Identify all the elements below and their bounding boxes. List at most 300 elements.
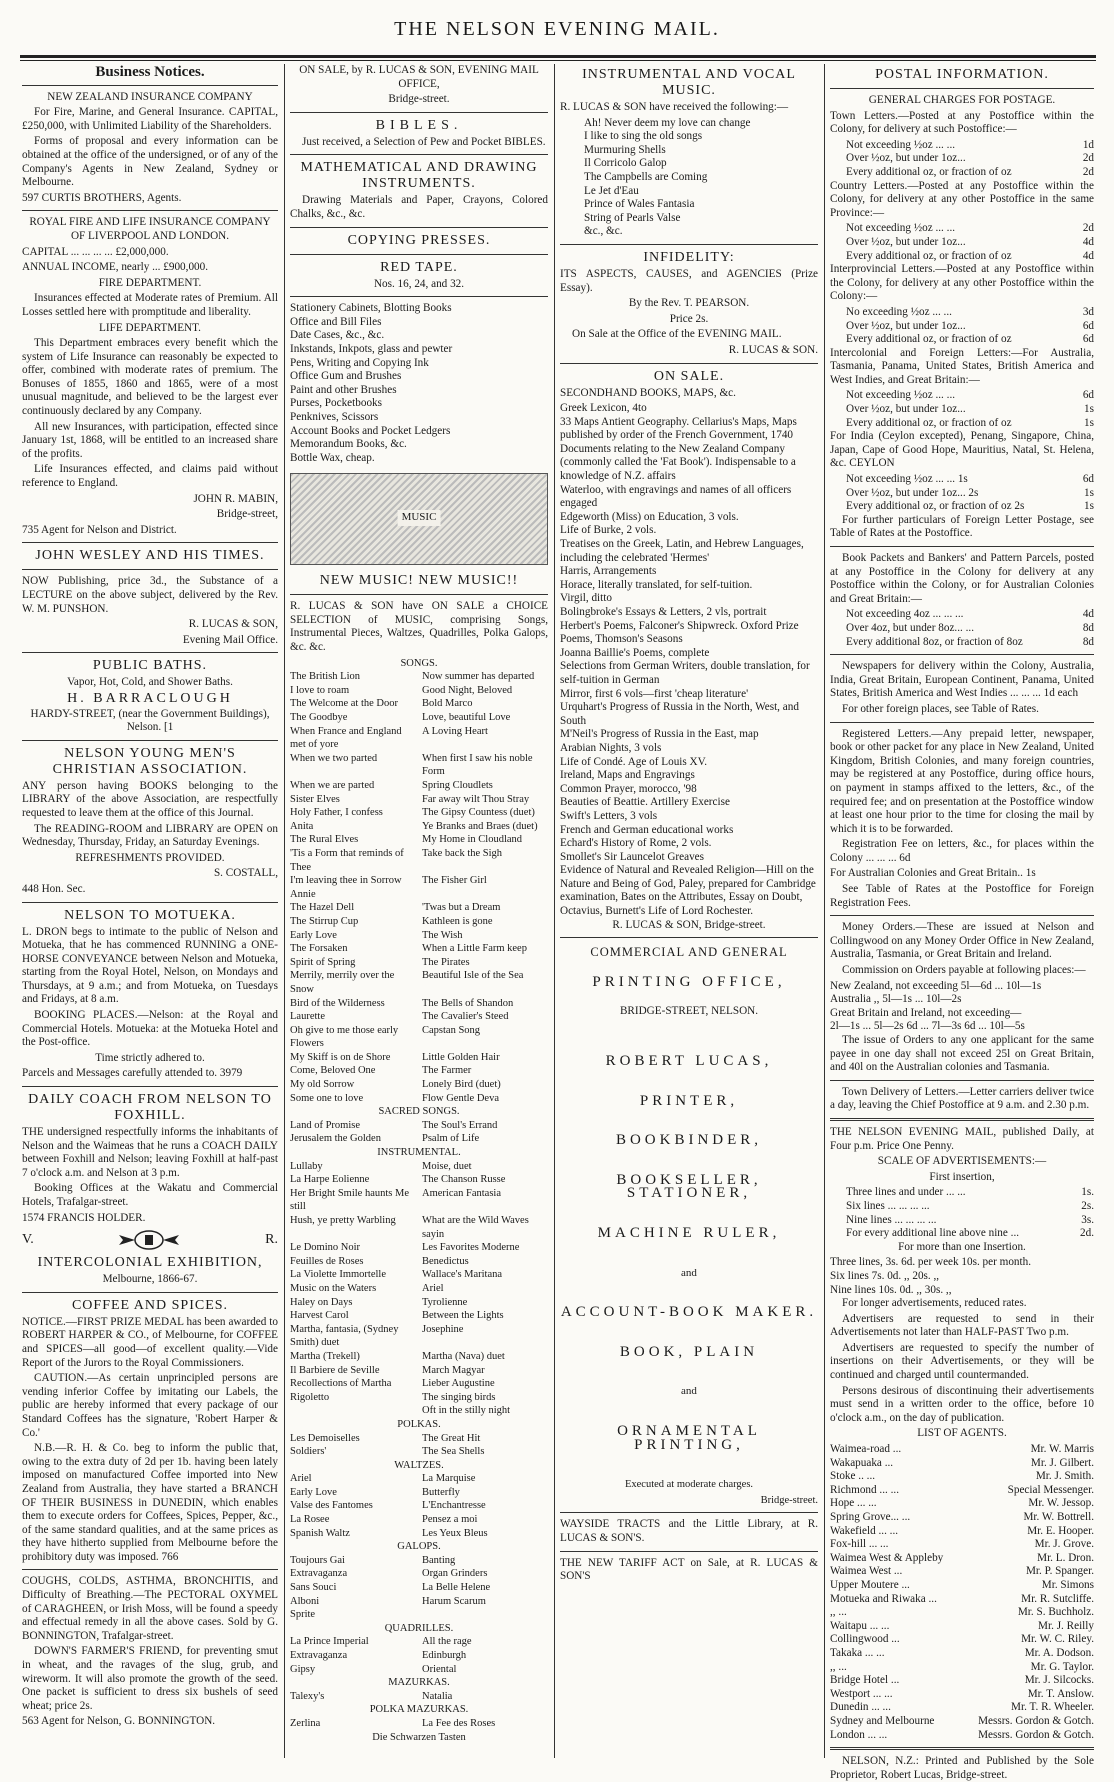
music-title: Martha, fantasia, (Sydney Smith) duet bbox=[290, 1323, 399, 1349]
music-title: Lonely Bird (duet) bbox=[422, 1079, 501, 1091]
music-title: L'Enchantresse bbox=[422, 1500, 486, 1512]
book-item: French and German educational works bbox=[560, 823, 734, 836]
book-item: Treatises on the Greek, Latin, and Hebrew Languages, including the celebrated 'Hermes' bbox=[560, 538, 804, 564]
agent-place: Sydney and Melbourne bbox=[830, 1714, 935, 1727]
music-subhead: MAZURKAS. bbox=[388, 1677, 450, 1689]
music-title: Early Love bbox=[290, 1486, 337, 1498]
insertion-row: Six lines 7s. 0d. ,, 20s. ,, bbox=[830, 1269, 940, 1282]
ad-line: By the Rev. T. PEARSON. bbox=[628, 297, 750, 310]
music-title: Harum Scarum bbox=[422, 1595, 486, 1607]
agent-row bbox=[830, 1606, 1094, 1620]
music-title: Natalia bbox=[422, 1690, 453, 1702]
music-title: My Home in Cloudland bbox=[422, 834, 523, 846]
ad-line: Time strictly adhered to. bbox=[95, 1051, 205, 1064]
music-title: Talexy's bbox=[290, 1690, 325, 1702]
music-title bbox=[422, 1608, 548, 1622]
agent-row bbox=[830, 1647, 1094, 1661]
ad-title: INSTRUMENTAL AND VOCAL MUSIC. bbox=[582, 67, 796, 98]
ad-body: Forms of proposal and every information can be obtained at the office of the undersigned, or of any of the Company's Agents in New Zealand, Sydney or Melbourne. bbox=[22, 135, 278, 189]
money-row: New Zealand, not exceeding 5l—6d ... 10l—1s bbox=[830, 979, 1042, 992]
royal-arms bbox=[22, 1229, 278, 1251]
ad-body: THE NEW TARIFF ACT on Sale, at R. LUCAS & SON'S bbox=[560, 1556, 818, 1583]
ad-title: INTERCOLONIAL EXHIBITION, bbox=[37, 1255, 263, 1271]
rate-row bbox=[830, 250, 1094, 264]
agent-place: Bridge Hotel ... bbox=[830, 1674, 900, 1687]
music-title: Alboni bbox=[290, 1595, 320, 1607]
printing-note: Executed at moderate charges. bbox=[624, 1479, 754, 1491]
rate-label: Over ½oz, but under 1oz... bbox=[846, 319, 966, 332]
music-grid bbox=[290, 1119, 548, 1146]
music-title: The Rural Elves bbox=[290, 834, 359, 846]
agent-name: Mr. L. Dron. bbox=[1037, 1551, 1094, 1564]
music-subhead: WALTZES. bbox=[394, 1459, 444, 1471]
rate-label: Not exceeding 4oz ... ... ... bbox=[846, 608, 964, 621]
book-item: Greek Lexicon, 4to bbox=[560, 402, 647, 415]
stationery-item: Office Gum and Brushes bbox=[290, 370, 402, 383]
music-title: The Farmer bbox=[422, 1065, 472, 1077]
agent-name: Mr. W. Jessop. bbox=[1028, 1497, 1094, 1510]
ad-title: BIBLES. bbox=[375, 117, 463, 133]
rate-row bbox=[830, 333, 1094, 347]
music-catalogue bbox=[290, 657, 548, 1745]
rate-value: 2s. bbox=[1081, 1199, 1094, 1212]
ad-title: ROYAL FIRE AND LIFE INSURANCE COMPANY OF LIVERPOOL AND LONDON. bbox=[29, 216, 271, 242]
music-subhead: INSTRUMENTAL. bbox=[377, 1147, 461, 1159]
agent-name: Mr. J. Smith. bbox=[1035, 1470, 1094, 1483]
masthead-rule bbox=[20, 55, 1096, 58]
rate-row bbox=[830, 622, 1094, 636]
rate-row bbox=[830, 320, 1094, 334]
music-title: Now summer has departed bbox=[422, 671, 535, 683]
music-title bbox=[290, 1404, 416, 1418]
music-title: Organ Grinders bbox=[422, 1568, 488, 1580]
music-list bbox=[584, 117, 818, 239]
music-title: When a Little Farm keep bbox=[422, 943, 527, 955]
ad-body: This Department embraces every benefit which the system of Life Insurance can reasonably be expected to offer, combined with moderate rates of premium. The Bonuses of 1855, 1860 and 1865, were of a most unusual magnitude, and believed to be the largest ever continuously declared by any Company. bbox=[22, 337, 278, 418]
column-4 bbox=[830, 64, 1094, 1781]
agent-place: Waimea West & Appleby bbox=[830, 1551, 944, 1564]
rate-value: 1s bbox=[1084, 486, 1094, 499]
masthead-rule-thin bbox=[20, 60, 1096, 61]
postal-para: Money Orders.—These are issued at Nelson and Collingwood on any Money Order Office in New Zealand, Australia, Tasmania, or Great Britain and Ireland. bbox=[830, 921, 1094, 961]
music-title: Soldiers' bbox=[290, 1446, 327, 1458]
stationery-item: Paint and other Brushes bbox=[290, 383, 397, 396]
printing-service: BOOKBINDER, bbox=[615, 1132, 763, 1149]
ad-address: HARDY-STREET, (near the Government Buildings), Nelson. [1 bbox=[30, 707, 270, 734]
postal-para: Country Letters.—Posted at any Postoffice within the Colony, for delivery at any other Postoffice in the same Province:— bbox=[830, 179, 1094, 219]
rate-row bbox=[830, 473, 1094, 487]
ad-body: DOWN'S FARMER'S FRIEND, for preventing smut in wheat, and the ravages of the slug, grub, and wireworm. It will also promote the growth of the seed. One packet is sufficient to dress six bushels of seed wheat; price 2s. bbox=[22, 1645, 278, 1712]
music-title: Beautiful Isle of the Sea bbox=[422, 970, 524, 982]
music-title: Die Schwarzen Tasten bbox=[372, 1731, 466, 1743]
book-item: Documents relating to the New Zealand Company (commonly called the 'Fat Book'). Indispensable to a knowledge of N.Z. affairs bbox=[560, 442, 796, 483]
column-3 bbox=[560, 64, 818, 1762]
music-title: Ye Branks and Braes (duet) bbox=[422, 820, 538, 832]
music-title: Jerusalem the Golden bbox=[290, 1133, 381, 1145]
postal-para: For India (Ceylon excepted), Penang, Singapore, China, Japan, Cape of Good Hope, Mauritius, Natal, St. Helena, &c. CEYLON bbox=[830, 430, 1094, 470]
ad-body: ITS ASPECTS, CAUSES, and AGENCIES (Prize Essay). bbox=[560, 267, 818, 294]
music-title: Psalm of Life bbox=[422, 1133, 480, 1145]
book-item: Arabian Nights, 3 vols bbox=[560, 741, 662, 754]
ad-title: PUBLIC BATHS. bbox=[92, 658, 208, 674]
music-title: The Bells of Shandon bbox=[422, 997, 514, 1009]
music-title: The Wish bbox=[422, 929, 463, 941]
rate-value: 6d bbox=[1082, 319, 1094, 332]
postal-para: Advertisers are requested to send in their Advertisements not later than HALF-PAST Two p.m. bbox=[830, 1312, 1094, 1339]
music-title: String of Pearls Valse bbox=[584, 211, 681, 224]
rate-row bbox=[830, 166, 1094, 180]
agent-name: Mr. J. Grove. bbox=[1034, 1538, 1094, 1551]
agent-row bbox=[830, 1470, 1094, 1484]
printer-name: ROBERT LUCAS, bbox=[605, 1053, 773, 1070]
rate-table bbox=[830, 222, 1094, 263]
postal-para: For longer advertisements, reduced rates. bbox=[842, 1297, 1027, 1310]
book-item: Joanna Baillie's Poems, complete bbox=[560, 646, 710, 659]
music-engraving bbox=[290, 473, 548, 565]
music-title: Recollections of Martha bbox=[290, 1378, 392, 1390]
printing-and: and bbox=[681, 1266, 697, 1279]
music-title: The Chanson Russe bbox=[422, 1174, 506, 1186]
agent-row bbox=[830, 1593, 1094, 1607]
music-title: Spring Cloudlets bbox=[422, 780, 493, 791]
agent-name: Mr. E. Hooper. bbox=[1027, 1524, 1094, 1537]
agent-place: Waimea West ... bbox=[830, 1565, 903, 1578]
agent-row bbox=[830, 1715, 1094, 1729]
music-title: La Fee des Roses bbox=[422, 1717, 496, 1729]
printing-service: ACCOUNT-BOOK MAKER. bbox=[560, 1304, 818, 1321]
rate-value: 1s. bbox=[1081, 1186, 1094, 1199]
agent-row bbox=[830, 1729, 1094, 1743]
rate-table bbox=[830, 608, 1094, 649]
ad-subhead: SECONDHAND BOOKS, MAPS, &c. bbox=[560, 386, 736, 399]
music-title: Holy Father, I confess bbox=[290, 807, 383, 819]
music-title: La Belle Helene bbox=[422, 1582, 491, 1594]
music-title: I love to roam bbox=[290, 684, 350, 696]
agent-name: Mr. W. Bottrell. bbox=[1023, 1511, 1094, 1523]
music-title: Merrily, merrily over the Snow bbox=[290, 970, 395, 995]
ad-body: Drawing Materials and Paper, Crayons, Colored Chalks, &c., &c. bbox=[290, 194, 548, 220]
ad-title: DAILY COACH FROM NELSON TO FOXHILL. bbox=[28, 1092, 272, 1124]
music-title: Oriental bbox=[422, 1663, 457, 1675]
agent-name: Mr. A. Dodson. bbox=[1024, 1646, 1094, 1659]
agent-place: Wakapuaka ... bbox=[830, 1456, 894, 1469]
rate-table bbox=[830, 139, 1094, 180]
music-title: The singing birds bbox=[422, 1391, 496, 1403]
rate-row bbox=[830, 306, 1094, 320]
music-title: La Marquise bbox=[422, 1473, 476, 1485]
ad-body: BOOKING PLACES.—Nelson: at the Royal and Commercial Hotels. Motueka: at the Motueka Hotel and the Post-office. bbox=[22, 1009, 278, 1049]
crest-icon bbox=[109, 1229, 189, 1251]
music-title: Gipsy bbox=[290, 1663, 316, 1675]
music-grid bbox=[290, 670, 548, 1105]
ad-body: R. LUCAS & SON have ON SALE a CHOICE SELECTION of MUSIC, comprising Songs, Instrumental Pieces, Waltzes, Quadrilles, Polka Galops, &c. &c. bbox=[290, 600, 548, 654]
rate-row bbox=[830, 1200, 1094, 1214]
printing-service: MACHINE RULER, bbox=[597, 1225, 781, 1241]
rate-label: Not exceeding ½oz ... ... bbox=[846, 138, 956, 151]
ad-subhead: SCALE OF ADVERTISEMENTS:— bbox=[877, 1155, 1047, 1168]
rate-label: Every additional oz, or fraction of oz bbox=[846, 165, 1012, 178]
music-title: Take back the Sigh bbox=[422, 847, 503, 859]
stationery-item: Pens, Writing and Copying Ink bbox=[290, 356, 429, 369]
ad-body: The READING-ROOM and LIBRARY are OPEN on Wednesday, Thursday, Friday, an Saturday Evenings. bbox=[22, 822, 278, 849]
postal-para: Newspapers for delivery within the Colony, Australia, India, Great Britain, European Continent, Panama, United States, British America and West Indies ... ... ... 1d each bbox=[830, 660, 1094, 700]
agent-place: Wakefield ... ... bbox=[830, 1524, 899, 1537]
postal-para: See Table of Rates at the Postoffice for Foreign Registration Fees. bbox=[830, 883, 1094, 909]
music-title: Toujours Gai bbox=[290, 1554, 345, 1566]
music-title: Ah! Never deem my love can change bbox=[584, 116, 751, 129]
agent-name: Mr. T. R. Wheeler. bbox=[1011, 1701, 1094, 1714]
ad-line: ANNUAL INCOME, nearly ... £900,000. bbox=[22, 261, 209, 274]
book-item: Life of Condé. Age of Louis XV. bbox=[560, 755, 708, 768]
music-title: What are the Wild Waves sayin bbox=[422, 1215, 529, 1240]
rate-table bbox=[830, 980, 1094, 1034]
agent-name: Mr. W. Marris bbox=[1030, 1443, 1094, 1456]
music-title: Zerlina bbox=[290, 1717, 321, 1729]
music-title: Hush, ye pretty Warbling bbox=[290, 1215, 396, 1226]
ad-body: THE NELSON EVENING MAIL, published Daily, at Four p.m. Price One Penny. bbox=[830, 1125, 1094, 1152]
agent-row bbox=[830, 1552, 1094, 1566]
music-title: Sprite bbox=[290, 1609, 316, 1621]
music-title: The Fisher Girl bbox=[422, 875, 487, 887]
agent-place: Upper Moutere ... bbox=[830, 1578, 910, 1591]
postal-para: Registered Letters.—Any prepaid letter, newspaper, book or other packet for any place in New Zealand, United Kingdom, British Colonies, and many foreign countries, may be registered at any Postoffice, during office hours, on payment in stamps affixed to the letters, &c., of the required fee; and on presentation at the Postoffice window at least one hour prior to the time for closing the mail by which it is to be forwarded. bbox=[830, 727, 1094, 835]
postal-para: Persons desirous of discontinuing their advertisements must send in a written order to the office, before 10 o'clock a.m., on the day of publication. bbox=[830, 1384, 1094, 1424]
agent-row bbox=[830, 1457, 1094, 1471]
agent-row bbox=[830, 1701, 1094, 1715]
ad-title: COPYING PRESSES. bbox=[347, 232, 491, 248]
music-grid bbox=[290, 1160, 548, 1418]
music-title: 'Twas but a Dream bbox=[422, 902, 501, 914]
music-title: A Loving Heart bbox=[422, 725, 488, 737]
postal-para: For Australian Colonies and Great Britain.. 1s bbox=[830, 867, 1036, 880]
music-title: The Goodbye bbox=[290, 712, 348, 724]
ad-subhead: LIFE DEPARTMENT. bbox=[99, 321, 201, 334]
book-item: Swift's Letters, 3 vols bbox=[560, 809, 658, 822]
music-title: Pensez a moi bbox=[422, 1514, 478, 1526]
agent-name: Mr. W. C. Riley. bbox=[1021, 1633, 1094, 1646]
music-title: I like to sing the old songs bbox=[584, 130, 703, 143]
agent-row bbox=[830, 1674, 1094, 1688]
ad-title: JOHN WESLEY AND HIS TIMES. bbox=[35, 548, 265, 564]
postal-para: For other foreign places, see Table of Rates. bbox=[842, 702, 1039, 715]
music-title: Little Golden Hair bbox=[422, 1051, 500, 1063]
arms-right-letter: R. bbox=[265, 1232, 278, 1248]
rate-value: 2d bbox=[1082, 165, 1094, 178]
rate-table bbox=[830, 473, 1094, 514]
ad-body: Booking Offices at the Wakatu and Commercial Hotels, Trafalgar-street. bbox=[22, 1182, 278, 1208]
music-title: My old Sorrow bbox=[290, 1079, 355, 1091]
music-title: Sister Elves bbox=[290, 793, 340, 805]
agent-place: Stoke .. ... bbox=[830, 1470, 876, 1483]
music-title: When we two parted bbox=[290, 752, 378, 764]
rate-value: 4d bbox=[1082, 608, 1094, 621]
rate-value: 1d bbox=[1082, 138, 1094, 151]
agent-name: Special Messenger. bbox=[1007, 1483, 1094, 1496]
ad-title: RED TAPE. bbox=[380, 259, 458, 275]
ad-title: MATHEMATICAL AND DRAWING INSTRUMENTS. bbox=[300, 160, 538, 192]
music-title: Harvest Carol bbox=[290, 1310, 349, 1322]
agent-row bbox=[830, 1688, 1094, 1702]
music-title: Oft in the stilly night bbox=[422, 1405, 511, 1417]
music-title: Les Favorites Moderne bbox=[422, 1242, 520, 1254]
music-title: The Great Hit bbox=[422, 1432, 481, 1444]
ad-subhead: Melbourne, 1866-67. bbox=[102, 1273, 198, 1286]
music-title: Moise, duet bbox=[422, 1160, 472, 1172]
music-title: Benedictus bbox=[422, 1255, 469, 1267]
music-subhead: POLKAS. bbox=[397, 1418, 441, 1430]
agent-place: Waitapu ... ... bbox=[830, 1619, 890, 1632]
music-title: Kathleen is gone bbox=[422, 915, 493, 927]
music-title: Land of Promise bbox=[290, 1119, 360, 1131]
rate-label: For every additional line above nine ... bbox=[846, 1227, 1020, 1240]
imprint: NELSON, N.Z.: Printed and Published by the Sole Proprietor, Robert Lucas, Bridge-street. bbox=[830, 1755, 1094, 1781]
agent-place: Motueka and Riwaka ... bbox=[830, 1592, 937, 1605]
ad-subhead: Nos. 16, 24, and 32. bbox=[373, 277, 465, 290]
music-title: Les Demoiselles bbox=[290, 1432, 360, 1444]
postal-para: Advertisers are requested to specify the number of insertions on their Advertisements, or they will be continued and charged until countermanded. bbox=[830, 1341, 1094, 1382]
book-item: Waterloo, with engravings and names of all officers engaged bbox=[560, 483, 792, 510]
postal-para: Intercolonial and Foreign Letters:—For Australia, Tasmania, Panama, United States, British America and West Indies, and Great Britain:— bbox=[830, 346, 1094, 386]
agent-name: Mr. J. Reilly bbox=[1038, 1619, 1094, 1632]
music-title: Haley on Days bbox=[290, 1296, 353, 1308]
agent-row bbox=[830, 1661, 1094, 1675]
music-title: Edinburgh bbox=[422, 1650, 467, 1661]
rate-label: Over 4oz, but under 8oz... ... bbox=[846, 621, 975, 634]
money-row: Great Britain and Ireland, not exceeding— bbox=[830, 1006, 1022, 1019]
rate-value: 1s bbox=[1084, 500, 1094, 513]
music-grid bbox=[290, 1472, 548, 1540]
music-grid bbox=[290, 1554, 548, 1622]
money-row: Australia ,, 5l—1s ... 10l—2s bbox=[830, 993, 962, 1006]
music-title: All the rage bbox=[422, 1636, 472, 1648]
ad-signature: R. LUCAS & SON. bbox=[728, 343, 818, 356]
music-title: 'Tis a Form that reminds of Thee bbox=[290, 847, 404, 873]
masthead: THE NELSON EVENING MAIL. bbox=[394, 18, 720, 40]
agent-row bbox=[830, 1484, 1094, 1498]
music-title: Far away wilt Thou Stray bbox=[422, 793, 530, 805]
book-item: Herbert's Poems, Falconer's Shipwreck. Oxford Prize Poems, Thomson's Seasons bbox=[560, 619, 799, 646]
music-title: Il Corricolo Galop bbox=[584, 157, 667, 170]
book-item: Virgil, ditto bbox=[560, 592, 612, 605]
book-item: Bolingbroke's Essays & Letters, 2 vls, portrait bbox=[560, 606, 767, 618]
postal-para: The issue of Orders to any one applicant for the same payee in one day shall not exceed 25l on Great Britain, and 40l on the Australian colonies and Tasmania. bbox=[830, 1034, 1094, 1074]
music-subhead: SONGS. bbox=[400, 657, 438, 669]
column-divider bbox=[554, 64, 555, 1758]
ad-name: H. BARRACLOUGH bbox=[67, 690, 233, 706]
ad-line: CAPITAL ... ... ... ... £2,000,000. bbox=[22, 245, 169, 258]
stationery-item: Bottle Wax, cheap. bbox=[290, 451, 375, 464]
book-item: Evidence of Natural and Revealed Religion—Hill on the Nature and Being of God, Paley, prepared for Cambridge examination, Bates on the Attributes, Essay on Doubt, Octavius, Burnett's Life of Lord Rochester. bbox=[560, 864, 816, 918]
book-item: 33 Maps Antient Geography. Cellarius's Maps, Maps published by order of the French Government, 1740 bbox=[560, 415, 797, 442]
agent-name: Mr. J. Gilbert. bbox=[1030, 1456, 1094, 1469]
music-title: La Violette Immortelle bbox=[290, 1269, 386, 1281]
music-title: Anita bbox=[290, 820, 314, 832]
agent-place: London ... ... bbox=[830, 1728, 888, 1741]
agent-name: Messrs. Gordon & Gotch. bbox=[978, 1714, 1094, 1727]
rate-row bbox=[830, 403, 1094, 417]
music-title: Valse des Fantomes bbox=[290, 1500, 373, 1512]
rate-table bbox=[830, 1186, 1094, 1240]
printing-note: Bridge-street. bbox=[760, 1494, 818, 1506]
music-title: Extravaganza bbox=[290, 1568, 348, 1580]
rate-value: 6d bbox=[1082, 389, 1094, 402]
insertion-row: Nine lines 10s. 0d. ,, 30s. ,, bbox=[830, 1283, 952, 1296]
rate-label: Not exceeding ½oz ... ... 1s bbox=[846, 473, 968, 486]
stationery-item: Inkstands, Inkpots, glass and pewter bbox=[290, 342, 453, 355]
agent-name: Messrs. Gordon & Gotch. bbox=[978, 1728, 1094, 1741]
ad-body: L. DRON begs to intimate to the public of Nelson and Motueka, that he has commenced RUNNING a ONE-HORSE CONVEYANCE between Nelson and Motueka, starting from the Royal Hotel, Nelson, on Mondays and Thursdays, at 9 a.m.; and from Motueka, on Tuesdays and Fridays, at 8 a.m. bbox=[22, 925, 278, 1006]
music-title: Laurette bbox=[290, 1011, 325, 1023]
rate-value: 6d bbox=[1082, 333, 1094, 346]
book-item: Urquhart's Progress of Russia in the North, West, and South bbox=[560, 701, 799, 727]
music-grid bbox=[290, 1717, 548, 1731]
music-title: La Prince Imperial bbox=[290, 1636, 369, 1648]
ad-signature: 448 Hon. Sec. bbox=[22, 882, 86, 895]
agent-row bbox=[830, 1497, 1094, 1511]
rate-label: Every additional oz, or fraction of oz 2s bbox=[846, 500, 1025, 513]
music-title: Banting bbox=[422, 1554, 456, 1566]
rate-row bbox=[830, 1186, 1094, 1200]
music-title: The Cavalier's Steed bbox=[422, 1011, 509, 1023]
music-title: Ariel bbox=[422, 1282, 444, 1294]
agent-name: Mr. T. Anslow. bbox=[1027, 1687, 1094, 1700]
postal-para: Town Letters.—Posted at any Postoffice within the Colony, for delivery at such Postoffice:— bbox=[830, 109, 1094, 136]
stationery-item: Memorandum Books, &c. bbox=[290, 438, 407, 451]
music-subhead: QUADRILLES. bbox=[384, 1622, 454, 1634]
rate-row bbox=[830, 1214, 1094, 1228]
agent-row bbox=[830, 1633, 1094, 1647]
stationery-item: Stationery Cabinets, Blotting Books bbox=[290, 302, 452, 315]
music-title: Good Night, Beloved bbox=[422, 684, 513, 696]
music-title: My Skiff is on de Shore bbox=[290, 1051, 391, 1063]
music-title: The Welcome at the Door bbox=[290, 698, 399, 710]
rate-label: Nine lines ... ... ... ... bbox=[846, 1213, 937, 1226]
ad-subhead: First insertion, bbox=[929, 1170, 995, 1183]
ad-signature: S. COSTALL, bbox=[213, 867, 278, 880]
agent-name: Mr. J. Silcocks. bbox=[1024, 1674, 1094, 1687]
music-title: The Forsaken bbox=[290, 943, 348, 955]
arms-left-letter: V. bbox=[22, 1232, 34, 1248]
rate-table bbox=[830, 1256, 1094, 1297]
music-title: Spirit of Spring bbox=[290, 956, 356, 968]
book-item: Beauties of Beattie. Artillery Exercise bbox=[560, 796, 730, 809]
agent-name: Mr. S. Buchholz. bbox=[1017, 1606, 1094, 1619]
printing-address: BRIDGE-STREET, NELSON. bbox=[619, 1005, 759, 1018]
book-item: Horace, literally translated, for self-tuition. bbox=[560, 578, 753, 591]
music-subhead: GALOPS. bbox=[397, 1541, 441, 1553]
ad-body: N.B.—R. H. & Co. beg to inform the public that, owing to the extra duty of 2d per 1b. having been lately imposed on manufactured Coffee imported into New Zealand from Australia, they have started a BRANCH OF THEIR BUSINESS in DUNEDIN, which enables them to execute orders for Coffees, Spices, Pepper, &c., of the same standard qualities, and at the same prices as they have hitherto supplied from Melbourne before the prohibitory duty was imposed. 766 bbox=[22, 1442, 278, 1563]
stationery-list bbox=[290, 302, 548, 465]
ad-body: For Fire, Marine, and General Insurance. CAPITAL, £250,000, with Unlimited Liability of the Shareholders. bbox=[22, 106, 278, 132]
book-item: M'Neil's Progress of Russia in the East, map bbox=[560, 728, 759, 741]
rate-value: 2d. bbox=[1080, 1227, 1094, 1240]
ad-title: ON SALE, by R. LUCAS & SON, EVENING MAIL OFFICE, bbox=[299, 64, 539, 90]
postal-para: Interprovincial Letters.—Posted at any Postoffice within the Colony, for delivery at any other Postoffice within the Colony:— bbox=[830, 263, 1094, 303]
ad-subhead: Vapor, Hot, Cold, and Shower Baths. bbox=[67, 676, 233, 689]
agent-place: Hope ... ... bbox=[830, 1497, 877, 1510]
music-title: Her Bright Smile haunts Me still bbox=[290, 1187, 409, 1213]
music-title: Feuilles de Roses bbox=[290, 1255, 364, 1267]
music-subhead: POLKA MAZURKAS. bbox=[369, 1704, 469, 1716]
rate-value: 6d bbox=[1082, 473, 1094, 486]
rate-row bbox=[830, 139, 1094, 153]
book-item: Echard's History of Rome, 2 vols. bbox=[560, 837, 712, 850]
music-title: Prince of Wales Fantasia bbox=[584, 198, 695, 211]
agent-place: Richmond ... ... bbox=[830, 1483, 899, 1496]
ad-body: Just received, a Selection of Pew and Pocket BIBLES. bbox=[302, 135, 546, 148]
rate-row bbox=[830, 417, 1094, 431]
music-title: Bold Marco bbox=[422, 698, 473, 710]
